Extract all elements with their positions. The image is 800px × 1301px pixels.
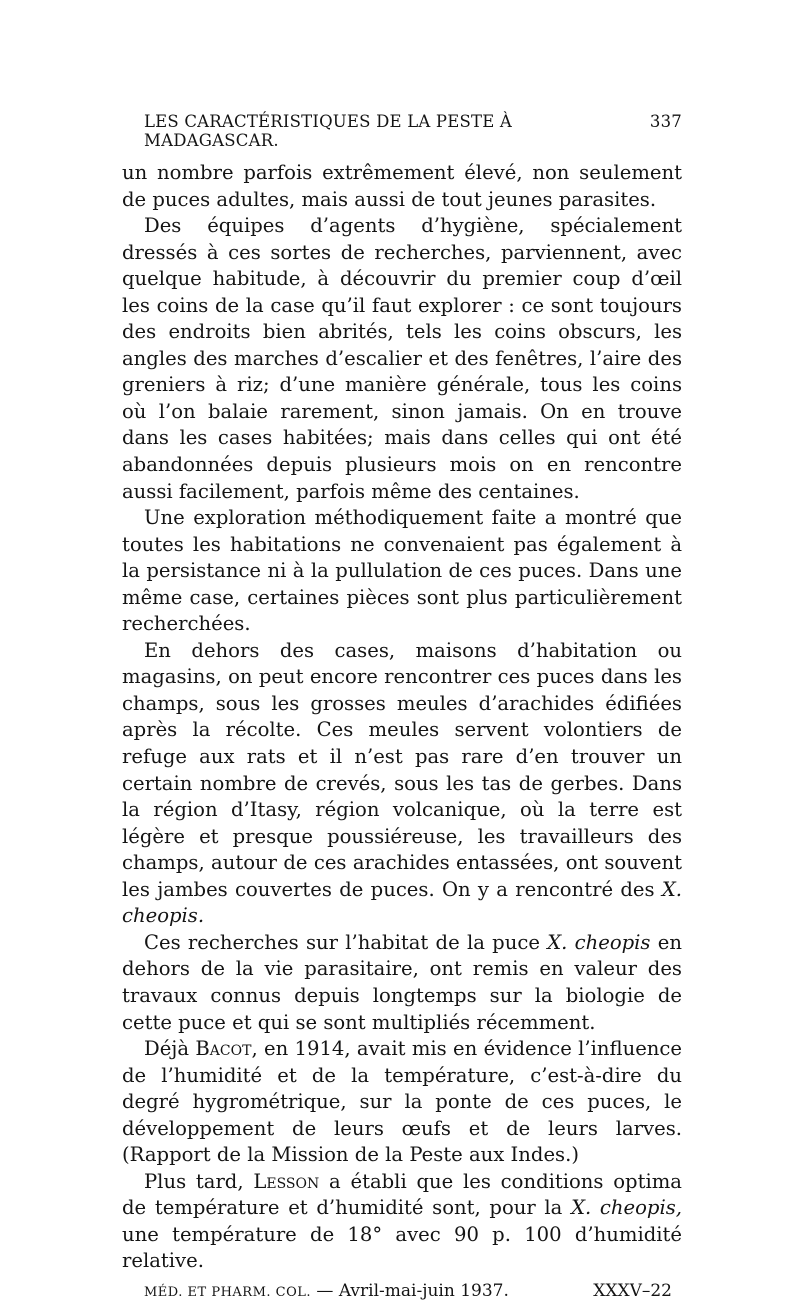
- species-name: X. cheopis.: [122, 877, 682, 928]
- page-number: 337: [649, 112, 682, 131]
- signature-mark: XXXV–22: [593, 1280, 672, 1301]
- page-footer: [122, 1281, 682, 1301]
- paragraph-text: Des équipes d’agents d’hygiène, spécialement dressés à ces sortes de recherches, parviennent, avec quelque habitude, à découvrir du premier coup d’œil les coins de la case qu’il faut explorer : ce sont toujours des endroits bien abrités, tels les coins obscurs, les angles des marches d’escalier et des fenêtres, l’aire des greniers à riz; d’une manière générale, tous les coins où l’on balaie rarement, sinon jamais. On en trouve dans les cases habitées; mais dans celles qui ont été abandonnées depuis plusieurs mois on en rencontre aussi facilement, parfois même des centaines.: [122, 214, 682, 503]
- paragraph-text: Une exploration méthodiquement faite a montré que toutes les habitations ne convenaient pas également à la persistance ni à la pullulation de ces puces. Dans une même case, certaines pièces sont plus particulièrement recherchées.: [122, 506, 682, 636]
- body-text: [122, 160, 682, 1275]
- paragraph-text: Ces recherches sur l’habitat de la puce: [144, 930, 548, 954]
- author-name: Bacot: [195, 1037, 252, 1061]
- paragraph: [122, 1169, 682, 1275]
- paragraph-text: En dehors des cases, maisons d’habitation ou magasins, on peut encore rencontrer ces puces dans les champs, sous les grosses meules d’arachides édifiées après la récolte. Ces meules servent volontiers de refuge aux rats et il n’est pas rare d’en trouver un certain nombre de crevés, sous les tas de gerbes. Dans la région d’Itasy, région volcanique, où la terre est légère et presque poussiéreuse, les travailleurs des champs, autour de ces arachides entassées, ont souvent les jambes couvertes de puces. On y a rencontré des: [122, 638, 682, 901]
- paragraph: [122, 505, 682, 638]
- paragraph: [122, 638, 682, 930]
- author-name: Lesson: [253, 1169, 320, 1193]
- paragraph-text: Déjà: [144, 1037, 196, 1061]
- species-name: X. cheopis,: [571, 1196, 682, 1220]
- document-page: [122, 112, 682, 1301]
- paragraph: [122, 160, 682, 213]
- paragraph-text: , en 1914, avait mis en évidence l’influence de l’humidité et de la température, c’est-à-dire du degré hygrométrique, sur la ponte de ces puces, le développement de leurs œufs et de leurs larves. (Rapport de la Mission de la Peste aux Indes.): [122, 1037, 682, 1167]
- journal-abbreviation: MÉD. ET PHARM. COL.: [144, 1284, 312, 1300]
- paragraph: [122, 1036, 682, 1169]
- issue-date: — Avril-mai-juin 1937.: [311, 1280, 509, 1301]
- paragraph-text: a établi que les conditions optima de température et d’humidité sont, pour la: [122, 1169, 682, 1220]
- species-name: X. cheopis: [547, 930, 651, 954]
- running-header: [144, 112, 682, 150]
- running-title: LES CARACTÉRISTIQUES DE LA PESTE À MADAGASCAR.: [144, 112, 512, 150]
- paragraph-text: un nombre parfois extrêmement élevé, non seulement de puces adultes, mais aussi de tout jeunes parasites.: [122, 161, 682, 211]
- footer-citation: [144, 1281, 509, 1301]
- paragraph: [122, 213, 682, 505]
- paragraph: [122, 930, 682, 1036]
- paragraph-text: en dehors de la vie parasitaire, ont remis en valeur des travaux connus depuis longtemps sur la biologie de cette puce et qui se sont multipliés récemment.: [122, 930, 682, 1034]
- paragraph-text: une température de 18° avec 90 p. 100 d’humidité relative.: [122, 1222, 682, 1273]
- paragraph-text: Plus tard,: [144, 1169, 254, 1193]
